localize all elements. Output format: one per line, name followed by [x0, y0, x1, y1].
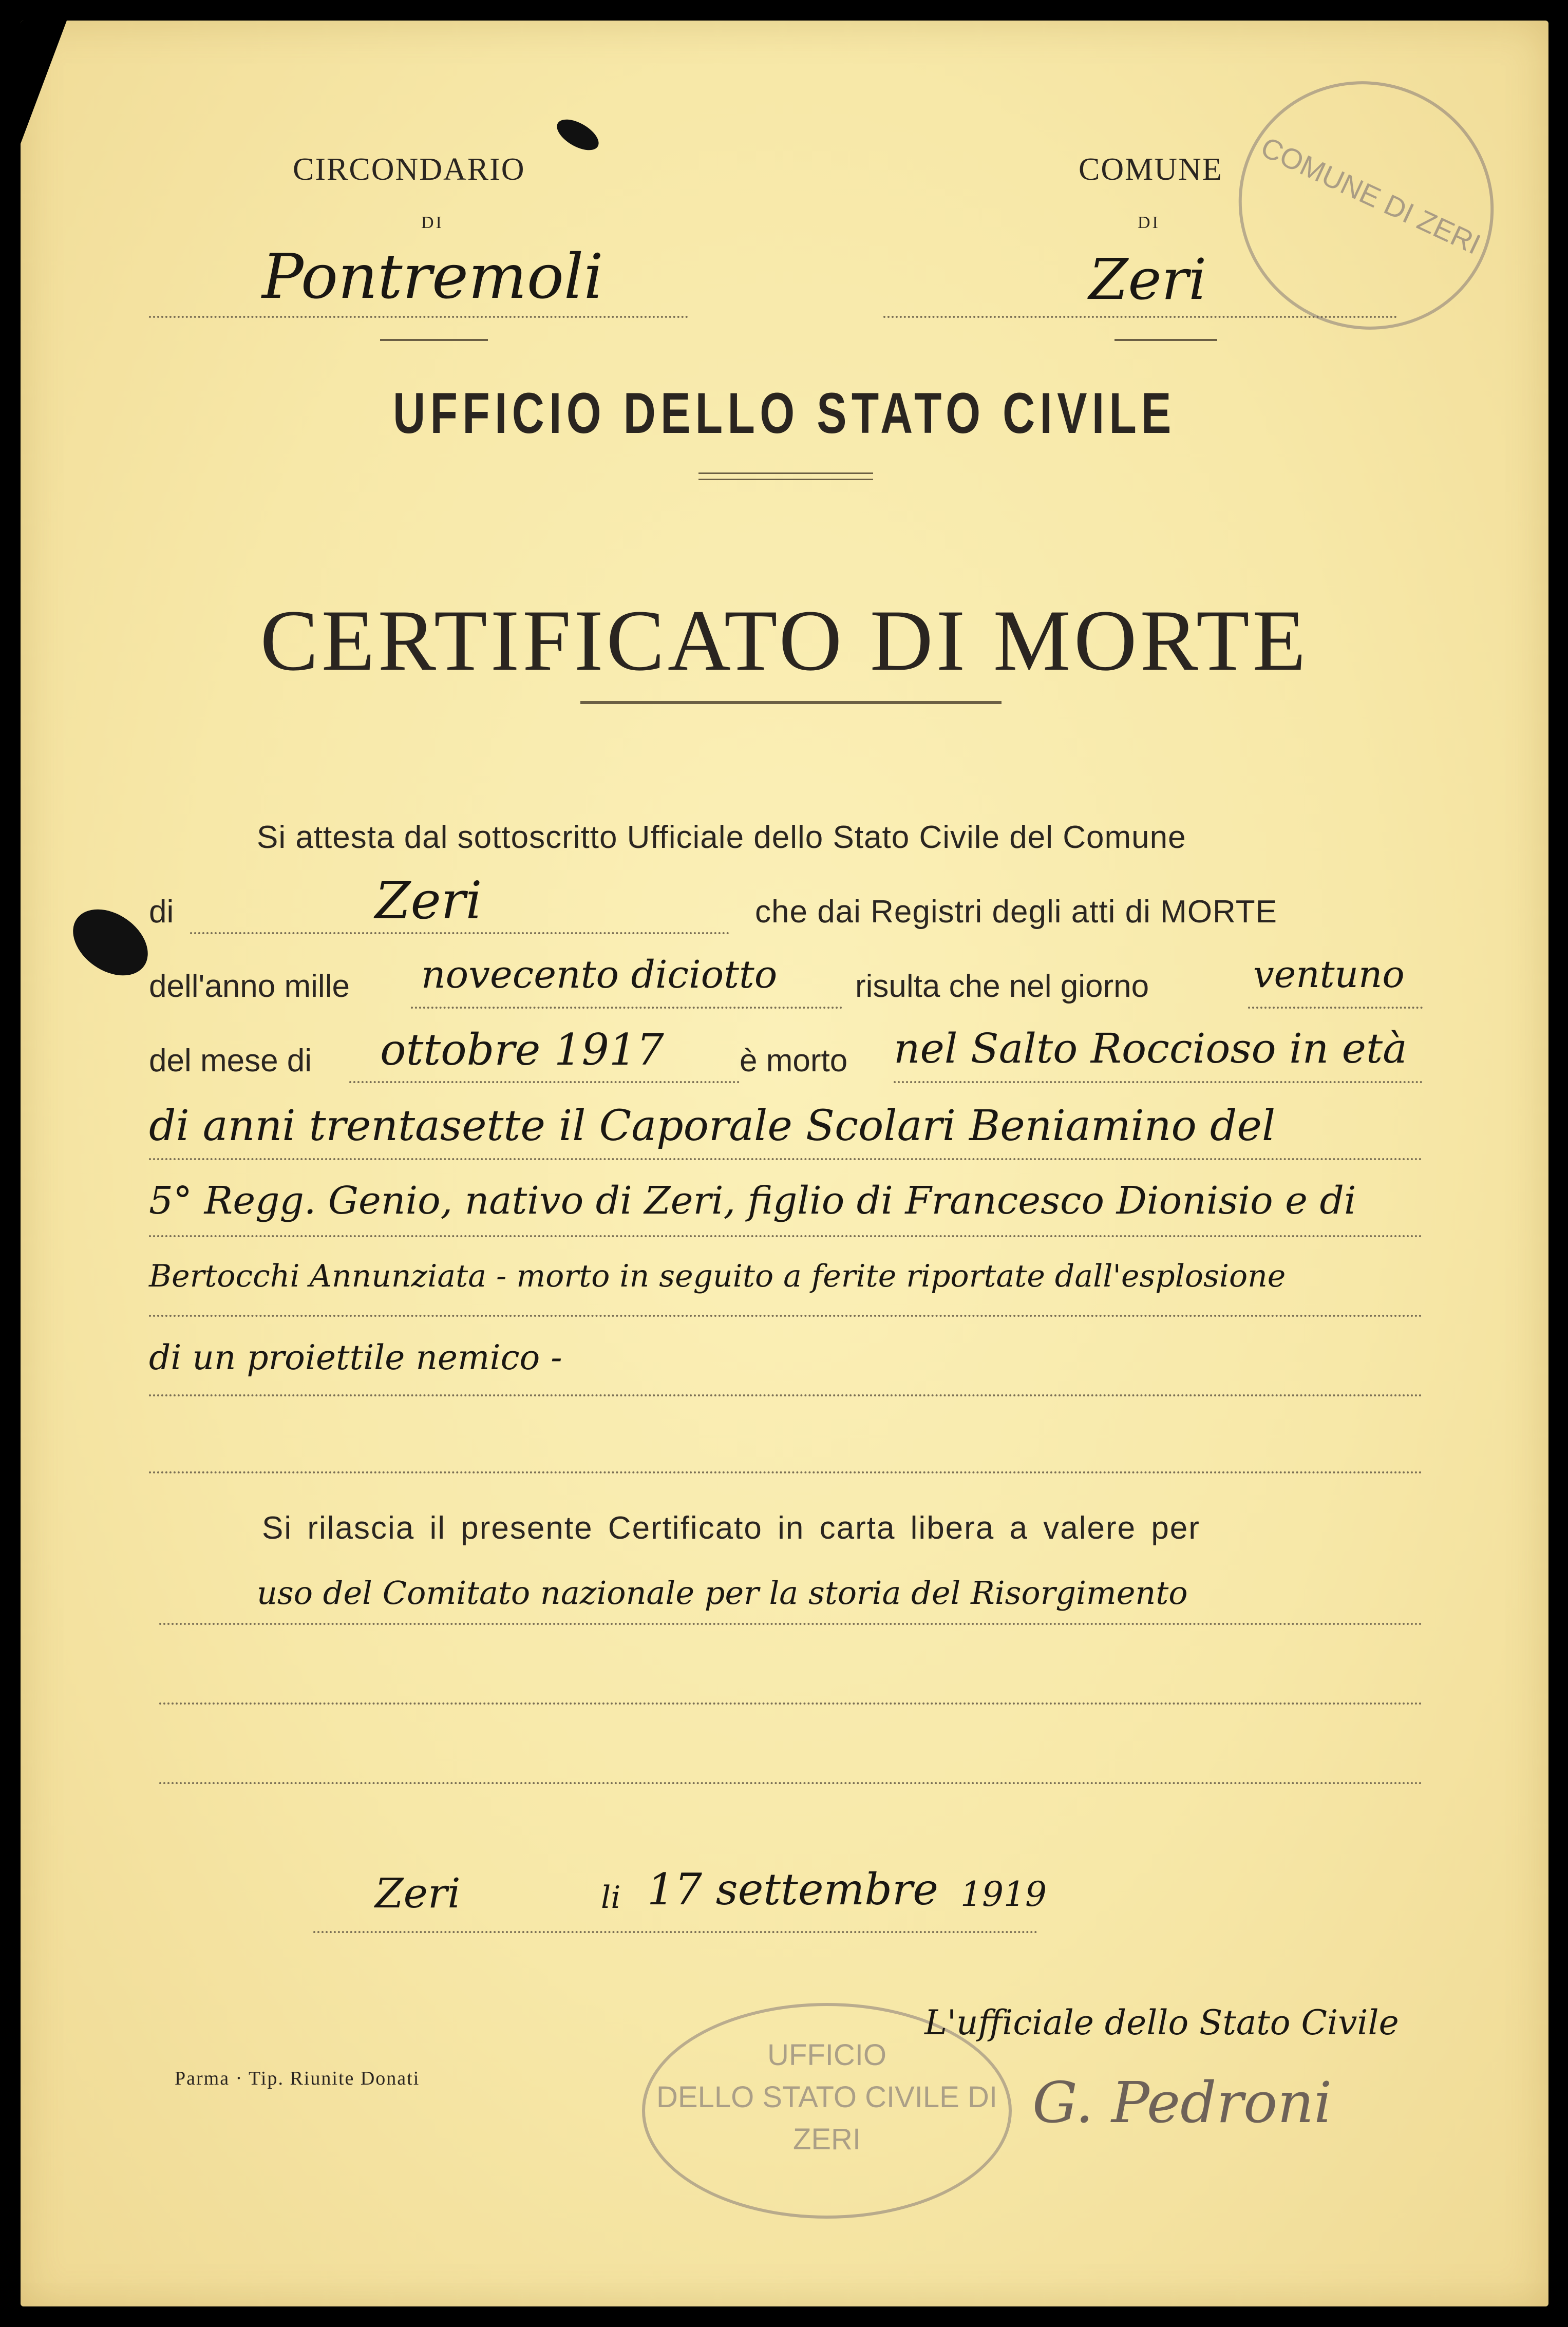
comune-value: Zeri	[1089, 247, 1207, 312]
body-giorno-value: ventuno	[1253, 953, 1405, 996]
certificate-paper	[21, 21, 1548, 2306]
body-anno-value: novecento diciotto	[421, 953, 778, 997]
body-dotted-line	[411, 1007, 842, 1009]
release-dotted-line	[159, 1623, 1423, 1625]
body-risulta-text: risulta che nel giorno	[855, 969, 1149, 1004]
body-hand-line-2: 5° Regg. Genio, nativo di Zeri, figlio di Francesco Dionisio e di	[149, 1179, 1356, 1223]
body-hand-line-1: di anni trentasette il Caporale Scolari Beniamino del	[149, 1102, 1276, 1150]
date-place: Zeri	[375, 1869, 461, 1917]
stamp-line: ZERI	[792, 2123, 861, 2156]
stamp-line: DELLO STATO CIVILE DI	[656, 2080, 997, 2114]
torn-corner	[21, 21, 67, 144]
comune-di: DI	[1138, 213, 1160, 232]
circondario-di: DI	[421, 213, 444, 232]
release-dotted-line	[159, 1782, 1423, 1784]
comune-seal-stamp: COMUNE DI ZERI	[1198, 40, 1535, 371]
body-dotted-line	[149, 1315, 1423, 1317]
body-hand-line-3: Bertocchi Annunziata - morto in seguito a ferite riportate dall'esplosione	[149, 1258, 1286, 1294]
comune-label: COMUNE	[1079, 152, 1223, 187]
date-dotted-line	[313, 1931, 1037, 1933]
release-text: Si rilascia il presente Certificato in carta libera a valere per	[262, 1510, 1200, 1546]
body-dotted-line	[149, 1394, 1423, 1396]
body-line-1: Si attesta dal sottoscritto Ufficiale dello Stato Civile del Comune	[257, 820, 1186, 855]
comune-rule	[1114, 339, 1217, 341]
document-title: CERTIFICATO DI MORTE	[260, 592, 1309, 689]
document-title-rule	[580, 701, 1002, 704]
body-registri-text: che dai Registri degli atti di MORTE	[755, 894, 1277, 930]
body-hand-line-4: di un proiettile nemico -	[149, 1338, 562, 1377]
body-morto-label: è morto	[740, 1043, 848, 1079]
body-dotted-line	[149, 1235, 1423, 1237]
office-title-rule	[698, 479, 873, 480]
date-li: li	[601, 1880, 621, 1916]
body-dotted-line	[190, 932, 729, 934]
body-anno-label: dell'anno mille	[149, 969, 350, 1004]
stamp-line: UFFICIO	[767, 2038, 886, 2072]
body-di-label: di	[149, 894, 174, 930]
ink-blot	[552, 113, 603, 157]
body-mese-label: del mese di	[149, 1043, 312, 1079]
circondario-label: CIRCONDARIO	[293, 152, 525, 187]
date-day-month: 17 settembre	[647, 1864, 938, 1915]
signature-name: G. Pedroni	[1032, 2070, 1332, 2135]
release-dotted-line	[159, 1702, 1423, 1705]
release-purpose: uso del Comitato nazionale per la storia del Risorgimento	[257, 1574, 1188, 1612]
body-dotted-line	[149, 1158, 1423, 1160]
circondario-rule	[380, 339, 488, 341]
body-dotted-line	[349, 1081, 740, 1083]
body-dotted-line	[1248, 1007, 1423, 1009]
body-dotted-line	[149, 1471, 1423, 1473]
body-mese-value: ottobre 1917	[380, 1025, 664, 1075]
circondario-dotted-line	[149, 316, 688, 318]
office-title: UFFICIO DELLO STATO CIVILE	[393, 381, 1176, 445]
office-title-rule	[698, 472, 873, 474]
ink-blot	[61, 896, 160, 989]
body-morto-value: nel Salto Roccioso in età	[894, 1025, 1407, 1072]
body-dotted-line	[894, 1081, 1423, 1083]
signature-title: L'ufficiale dello Stato Civile	[924, 2003, 1399, 2042]
circondario-value: Pontremoli	[262, 241, 603, 313]
printer-imprint: Parma · Tip. Riunite Donati	[175, 2068, 420, 2089]
date-year: 1919	[960, 1875, 1047, 1914]
body-comune-value: Zeri	[375, 871, 482, 931]
